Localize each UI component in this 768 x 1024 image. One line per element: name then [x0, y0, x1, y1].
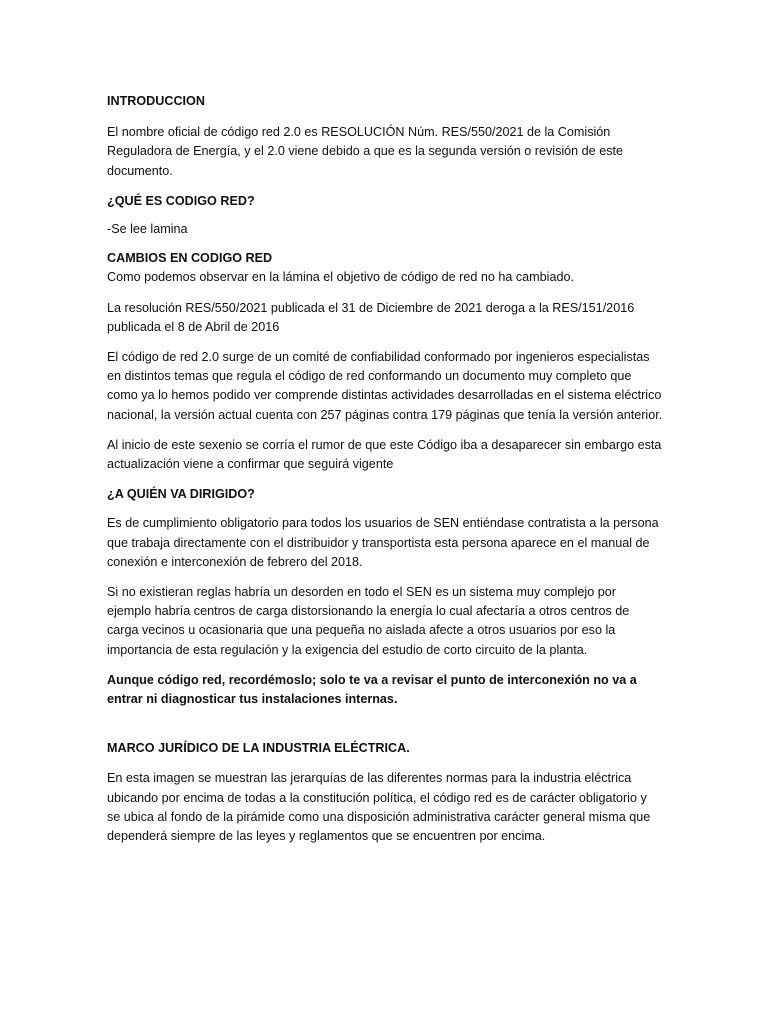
cambios-text: Como podemos observar en la lámina el objetivo de código de red no ha cambiado.: [107, 270, 574, 285]
comite-paragraph: El código de red 2.0 surge de un comité de confiabilidad conformado por ingenieros especialistas en distintos temas que regula el código de red conformando un documento muy completo que como ya lo hemos podido ver comprende distintas actividades desarrolladas en el sistema eléctrico nacional, la versión actual cuenta con 257 páginas contra 179 páginas que tenía la versión anterior.: [107, 350, 663, 422]
cumplimiento-paragraph: Es de cumplimiento obligatorio para todos los usuarios de SEN entiéndase contratista a la persona que trabaja directamente con el distribuidor y transportista esta persona aparece en el manual de conexión e interconexión de febrero del 2018.: [107, 516, 659, 569]
marco-paragraph: En esta imagen se muestran las jerarquías de las diferentes normas para la industria eléctrica ubicando por encima de todas a la constitución política, el código red es de carácter obligatorio y se ubica al fondo de la pirámide como una disposición administrativa carácter general misma que dependerá siempre de las leyes y reglamentos que se encuentren por encima.: [107, 771, 651, 844]
heading-marco-juridico: MARCO JURÍDICO DE LA INDUSTRIA ELÉCTRICA.: [107, 741, 410, 756]
document-page: [107, 92, 663, 846]
heading-a-quien-va-dirigido: ¿A QUIÉN VA DIRIGIDO?: [107, 487, 255, 502]
sexenio-paragraph: Al inicio de este sexenio se corría el rumor de que este Código iba a desaparecer sin embargo esta actualización viene a confirmar que seguirá vigente: [107, 437, 662, 472]
que-es-text: -Se lee lamina: [107, 222, 188, 237]
heading-introduccion: INTRODUCCION: [107, 94, 205, 108]
resolucion-paragraph: La resolución RES/550/2021 publicada el 31 de Diciembre de 2021 deroga a la RES/151/2016 publicada el 8 de Abril de 2016: [107, 300, 635, 334]
heading-cambios-codigo-red: CAMBIOS EN CODIGO RED: [107, 251, 273, 266]
heading-que-es-codigo-red: ¿QUÉ ES CODIGO RED?: [107, 193, 255, 208]
intro-paragraph: El nombre oficial de código red 2.0 es RESOLUCIÓN Núm. RES/550/2021 de la Comisión Reguladora de Energía, y el 2.0 viene debido a que es la segunda versión o revisión de este documento.: [107, 125, 623, 178]
aunque-paragraph: Aunque código red, recordémoslo; solo te va a revisar el punto de interconexión no va a entrar ni diagnosticar tus instalaciones internas.: [107, 672, 637, 707]
reglas-paragraph: Si no existieran reglas habría un desorden en todo el SEN es un sistema muy complejo por ejemplo habría centros de carga distorsionando la energía lo cual afectaría a otros centros de carga vecinos u ocasionaria que una pequeña no aislada afecte a otros usuarios por eso la importancia de esta regulación y la exigencia del estudio de corto circuito de la planta.: [107, 585, 630, 657]
